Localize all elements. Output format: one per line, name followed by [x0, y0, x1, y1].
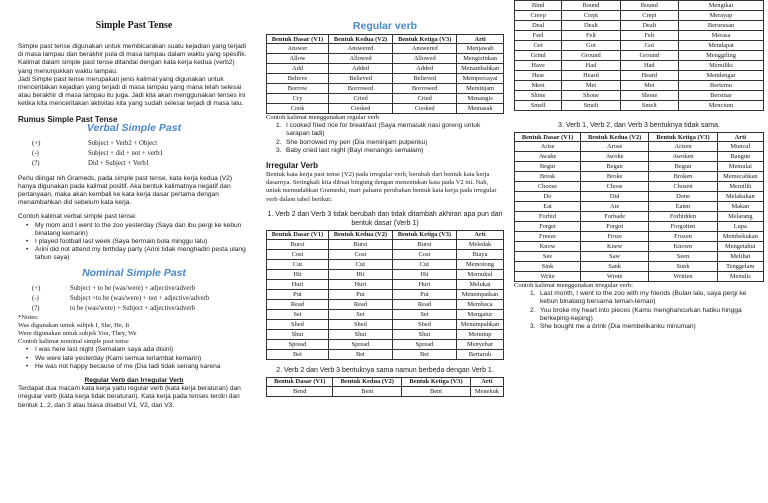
table-cell: Cooked [393, 104, 457, 114]
page-title: Simple Past Tense [95, 20, 173, 31]
table-cell: Ground [562, 51, 620, 61]
table-cell: Menambahkan [457, 64, 504, 74]
table-row [267, 54, 504, 64]
table-cell: Hit [392, 269, 456, 279]
table-header: Arti [457, 35, 504, 44]
table-cell: Shut [267, 329, 329, 339]
table-cell: Bet [267, 349, 329, 359]
table-cell: Makan [717, 202, 763, 212]
table-row [515, 162, 764, 172]
column-middle [266, 20, 504, 397]
table-row [267, 249, 504, 259]
table-cell: Got [562, 41, 620, 51]
table-cell: Mengatur [456, 309, 503, 319]
table-row [515, 61, 764, 71]
table-header: Bentuk Dasar (V1) [267, 377, 333, 386]
table-row [515, 182, 764, 192]
table-cell: Know [515, 242, 581, 252]
table-cell: Believed [328, 74, 392, 84]
list-item: • Arini did not attend my birthday party (Arini tidak menghadiri pesta ulang tahun saya) [26, 246, 250, 262]
table-cell: Write [515, 272, 581, 282]
table-cell: Borrowed [328, 84, 392, 94]
table-cell: Mengikat [678, 1, 763, 11]
table-row [515, 81, 764, 91]
table-row [515, 262, 764, 272]
table-row [267, 269, 504, 279]
table-cell: Set [267, 309, 329, 319]
table-cell: Believe [267, 74, 329, 84]
table-cell: Heard [620, 71, 678, 81]
table-cell: Shed [267, 319, 329, 329]
table-cell: Freeze [515, 232, 581, 242]
table-row [267, 239, 504, 249]
table-row [515, 222, 764, 232]
table-cell: Broken [649, 172, 717, 182]
table-row [267, 289, 504, 299]
irregular-table-1 [266, 230, 504, 360]
verbal-example-label: Contoh kalimat verbal simple past tense: [18, 213, 137, 221]
table-cell: Merayap [678, 11, 763, 21]
table-cell: Answered [328, 44, 392, 54]
table-header: Arti [717, 133, 763, 142]
list-item: • My mom and I went to the zoo yesterday (Saya dan ibu pergi ke kebun binatang kemarin) [26, 222, 250, 238]
table-row [515, 41, 764, 51]
table-cell: Borrow [267, 84, 329, 94]
table-cell: Froze [581, 232, 649, 242]
table-cell: Memasak [457, 104, 504, 114]
table-cell: Added [393, 64, 457, 74]
table-cell: Crept [620, 11, 678, 21]
table-cell: Berurusan [678, 21, 763, 31]
table-cell: Cried [393, 94, 457, 104]
table-cell: Eaten [649, 202, 717, 212]
table-cell: Hit [328, 269, 392, 279]
irregular-example-label: Contoh kalimat menggunakan irregular verb: [514, 282, 634, 289]
table-cell: Bet [328, 349, 392, 359]
table-cell: Written [649, 272, 717, 282]
table-cell: Eat [515, 202, 581, 212]
table-cell: Break [515, 172, 581, 182]
table-header: Arti [456, 230, 503, 239]
table-cell: Meet [515, 81, 562, 91]
table-row [267, 64, 504, 74]
table-cell: Shone [620, 91, 678, 101]
table-cell: Heard [562, 71, 620, 81]
table-row [267, 309, 504, 319]
table-cell: Menumpahkan [456, 319, 503, 329]
regular-example-label: Contoh kalimat menggunakan regular verb [266, 114, 380, 121]
table-cell: Believed [393, 74, 457, 84]
table-cell: Burst [267, 239, 329, 249]
formula-row: (?) Did + Subject + Verb1 [32, 159, 150, 167]
table-cell: Cost [328, 249, 392, 259]
table-cell: Wrote [581, 272, 649, 282]
table-cell: Bersinar [678, 91, 763, 101]
table-cell: Did [581, 192, 649, 202]
table-cell: Burst [392, 239, 456, 249]
table-row [267, 339, 504, 349]
table-cell: Begin [515, 162, 581, 172]
table-cell: Shed [328, 319, 392, 329]
table-cell: Bangun [717, 152, 763, 162]
table-cell: Mengizinkan [457, 54, 504, 64]
formula-row: (?) to be (was/were) + Subject + adjective/adverb [32, 304, 196, 312]
intro-paragraph-2: Jadi Simple past tense merupakan jenis kalimat yang digunakan untuk menceritakan kejadian yang terjadi di masa lampau yang mana telah selesai atau berakhir di masa lampau itu juga. Jadi kita akan menggunakan tenses ini ketika kita menceritakan aktivitas kita yang sudah selesai terjadi di masa lalu. [18, 75, 246, 108]
table-cell: Bound [620, 1, 678, 11]
formula-heading: Rumus Simple Past Tense [18, 114, 118, 124]
table-cell: Smelt [562, 101, 620, 111]
table-cell: Bound [562, 1, 620, 11]
table-cell: Dealt [620, 21, 678, 31]
table-cell: Mempercayai [457, 74, 504, 84]
table-header: Bentuk Ketiga (V3) [392, 230, 456, 239]
table-cell: Got [620, 41, 678, 51]
table-cell: Cry [267, 94, 329, 104]
table-cell: Shed [392, 319, 456, 329]
table-cell: Forbid [515, 212, 581, 222]
table-cell: Spread [392, 339, 456, 349]
table-cell: Cost [267, 249, 329, 259]
table-cell: Felt [620, 31, 678, 41]
table-cell: Arise [515, 142, 581, 152]
table-cell: Began [581, 162, 649, 172]
table-cell: Cost [392, 249, 456, 259]
list-item: 2. You broke my heart into pieces (Kamu menghancurkan hatiku hingga berkeping-keping) [530, 306, 742, 322]
table-header: Bentuk Kedua (V2) [328, 230, 392, 239]
list-item: 3. Baby cried last night (Bayi menangis semalam) [276, 146, 424, 154]
table-cell: Sank [581, 262, 649, 272]
table-row [267, 104, 504, 114]
table-cell: Mendengar [678, 71, 763, 81]
table-row [515, 202, 764, 212]
table-row [515, 21, 764, 31]
table-cell: Knew [581, 242, 649, 252]
table-row [515, 252, 764, 262]
table-row [515, 152, 764, 162]
table-row [267, 299, 504, 309]
table-cell: Hurt [328, 279, 392, 289]
table-cell: Burst [328, 239, 392, 249]
table-cell: Felt [562, 31, 620, 41]
table-cell: Read [267, 299, 329, 309]
table-cell: Tenggelam [717, 262, 763, 272]
table-cell: Choose [515, 182, 581, 192]
list-item: • We were late yesterday (Kami semua terlambat kemarin) [26, 355, 250, 363]
table-header: Bentuk Ketiga (V3) [649, 133, 717, 142]
table-cell: Answer [267, 44, 329, 54]
table-cell: Mengetahui [717, 242, 763, 252]
table-cell: Bind [515, 1, 562, 11]
table-cell: Meledak [456, 239, 503, 249]
table-cell: Ground [620, 51, 678, 61]
list-item: 1. Last month, I went to the zoo with my friends (Bulan lalu, saya pergi ke kebun binatang bersama teman-teman) [530, 290, 747, 306]
section2-heading: 2. Verb 2 dan Verb 3 bentuknya sama namun berbeda dengan Verb 1. [276, 366, 494, 374]
table-cell: Read [328, 299, 392, 309]
list-item: 2. She borrowed my pen (Dia meminjam pulpenku) [276, 138, 428, 146]
table-cell: Cut [267, 259, 329, 269]
table-cell: Arose [581, 142, 649, 152]
table-cell: Met [562, 81, 620, 91]
table-cell: Seen [649, 252, 717, 262]
table-cell: Cut [392, 259, 456, 269]
table-cell: Memilih [717, 182, 763, 192]
section1-heading: 1. Verb 2 dan Verb 3 tidak berubah dan tidak ditambah akhiran apa pun dari bentuk dasar (Verb 1) [267, 210, 503, 227]
table-cell: Feel [515, 31, 562, 41]
note-was: Was digunakan untuk subjek I, She, He, It [18, 321, 130, 329]
table-cell: Hurt [392, 279, 456, 289]
table-header-row [267, 377, 504, 386]
table-header: Bentuk Kedua (V2) [328, 35, 392, 44]
nominal-example-list [26, 346, 250, 371]
table-cell: See [515, 252, 581, 262]
table-row [267, 94, 504, 104]
table-row [515, 232, 764, 242]
nominal-formula-list [18, 284, 250, 314]
table-cell: Forgotten [649, 222, 717, 232]
table-cell: Cried [328, 94, 392, 104]
table-cell: Chose [581, 182, 649, 192]
table-cell: Awoke [581, 152, 649, 162]
table-cell: Borrowed [393, 84, 457, 94]
table-row [515, 101, 764, 111]
table-row [267, 84, 504, 94]
table-cell: Membekukan [717, 232, 763, 242]
table-cell: Menekuk [470, 386, 503, 396]
table-cell: Awake [515, 152, 581, 162]
irregular-paragraph: Bentuk kata kerja past tense (V2) pada irregular verb, berubah dari bentuk kata kerja dasarnya. Seringkali kita dibuat bingung dengan menentukan kata pada V2 ini. Nah, untuk memudahkan Gramedsi, mari pahami perubahan bentuk kata kerja pada irregular verb dalam tabel berikut: [266, 171, 497, 203]
table-cell: Menggiling [678, 51, 763, 61]
table-cell: Put [267, 289, 329, 299]
column-right [514, 0, 764, 331]
table-cell: Get [515, 41, 562, 51]
formula-row: (+) Subject + Verb2 + Object [32, 139, 158, 147]
table-row [515, 192, 764, 202]
table-cell: Sunk [649, 262, 717, 272]
table-cell: Lupa [717, 222, 763, 232]
table-row [267, 329, 504, 339]
verbal-example-list [26, 222, 250, 263]
table-cell: Melukai [456, 279, 503, 289]
table-cell: Membaca [456, 299, 503, 309]
formula-row: (+) Subject + to be (was/were) + adjective/adverb [32, 284, 196, 292]
table-row [515, 142, 764, 152]
table-cell: Forgot [581, 222, 649, 232]
table-row [267, 349, 504, 359]
table-cell: Melarang [717, 212, 763, 222]
table-cell: Memecahkan [717, 172, 763, 182]
notes-label: *Notes: [18, 313, 39, 321]
irregular-table-2-continued [514, 0, 764, 111]
irregular-table-2 [266, 377, 504, 397]
table-cell: Memotong [456, 259, 503, 269]
table-cell: Read [392, 299, 456, 309]
table-cell: Meminjam [457, 84, 504, 94]
table-cell: Forbade [581, 212, 649, 222]
table-row [515, 242, 764, 252]
table-row [515, 91, 764, 101]
table-row [515, 31, 764, 41]
table-cell: Biaya [456, 249, 503, 259]
table-cell: Menjawab [457, 44, 504, 54]
table-row [267, 44, 504, 54]
column-left [18, 20, 250, 410]
table-row [267, 319, 504, 329]
table-cell: Bet [392, 349, 456, 359]
table-header: Arti [470, 377, 503, 386]
table-row [267, 74, 504, 84]
table-cell: Forget [515, 222, 581, 232]
table-cell: Answered [393, 44, 457, 54]
table-cell: Deal [515, 21, 562, 31]
table-cell: Shut [392, 329, 456, 339]
nominal-heading: Nominal Simple Past [82, 266, 186, 279]
table-cell: Broke [581, 172, 649, 182]
table-header: Bentuk Kedua (V2) [333, 377, 402, 386]
section3-heading: 3. Verb 1, Verb 2, dan Verb 3 bentuknya tidak sama. [558, 122, 720, 129]
note-were: Were digunakan untuk subjek You, They, We [18, 330, 137, 338]
formula-row: (-) Subject + did + not + verb1 [32, 149, 163, 157]
table-cell: Sink [515, 262, 581, 272]
table-cell: Allow [267, 54, 329, 64]
formula-row: (-) Subject +to be (was/were) + not + adjective/adverb [32, 294, 210, 302]
table-cell: Have [515, 61, 562, 71]
table-header: Bentuk Ketiga (V3) [402, 377, 471, 386]
table-cell: Muncul [717, 142, 763, 152]
table-cell: Hit [267, 269, 329, 279]
table-row [515, 1, 764, 11]
table-cell: Shut [328, 329, 392, 339]
table-cell: Do [515, 192, 581, 202]
table-cell: Chosen [649, 182, 717, 192]
table-cell: Ate [581, 202, 649, 212]
table-cell: Bent [402, 386, 471, 396]
table-header: Bentuk Dasar (V1) [515, 133, 581, 142]
rv-heading: Regular Verb dan Irregular Verb [84, 377, 184, 385]
table-cell: Smelt [620, 101, 678, 111]
table-cell: Spread [267, 339, 329, 349]
table-cell: Awoken [649, 152, 717, 162]
table-cell: Add [267, 64, 329, 74]
table-cell: Dealt [562, 21, 620, 31]
regular-verb-heading: Regular verb [352, 20, 418, 32]
table-cell: Melakukan [717, 192, 763, 202]
table-cell: Known [649, 242, 717, 252]
regular-verb-table [266, 34, 504, 114]
table-cell: Set [392, 309, 456, 319]
verbal-formula-list [18, 139, 250, 169]
table-cell: Creep [515, 11, 562, 21]
table-cell: Saw [581, 252, 649, 262]
irregular-example-list [530, 290, 764, 331]
table-row [515, 11, 764, 21]
table-cell: Menyebar [456, 339, 503, 349]
table-header: Bentuk Kedua (V2) [581, 133, 649, 142]
list-item: • I was here last night (Semalam saya ada disini) [26, 346, 250, 354]
table-cell: Done [649, 192, 717, 202]
table-cell: Merasa [678, 31, 763, 41]
table-cell: Bertemu [678, 81, 763, 91]
table-cell: Hurt [267, 279, 329, 289]
verbal-heading: Verbal Simple Past [86, 121, 182, 134]
table-row [515, 71, 764, 81]
table-cell: Allowed [393, 54, 457, 64]
regular-example-list [276, 122, 504, 155]
table-cell: Menempatkan [456, 289, 503, 299]
table-cell: Arisen [649, 142, 717, 152]
table-cell: Put [328, 289, 392, 299]
list-item: 3. She bought me a drink (Dia membelikanku minuman) [530, 323, 696, 331]
table-cell: Shine [515, 91, 562, 101]
table-row [515, 51, 764, 61]
table-header: Bentuk Dasar (V1) [267, 230, 329, 239]
list-item: 1. I cooked fried rice for breakfast (Saya memasak nasi goreng untuk sarapan tadi) [276, 122, 481, 138]
table-cell: Had [620, 61, 678, 71]
table-cell: Memukul [456, 269, 503, 279]
table-cell: Grind [515, 51, 562, 61]
rv-paragraph: Terdapat dua macam kata kerja yaitu regular verb (kata kerja beraturan) dan irregular verb (kata kerja tidak beraturan). Kata kerja pada tenses terdiri dari bentuk 1, 2, dan 3 atau biasa disebut V1, V2, dan V3. [18, 385, 241, 409]
table-cell: Spread [328, 339, 392, 349]
table-cell: Menangis [457, 94, 504, 104]
table-cell: Cook [267, 104, 329, 114]
table-header: Bentuk Ketiga (V3) [393, 35, 457, 44]
table-cell: Crept [562, 11, 620, 21]
nominal-example-label: Contoh kalimat nominal simple past tense [18, 338, 129, 346]
table-cell: Mendapat [678, 41, 763, 51]
table-cell: Hear [515, 71, 562, 81]
table-row [267, 279, 504, 289]
irregular-verb-heading: Irregular Verb [266, 161, 319, 171]
table-cell: Mencium [678, 101, 763, 111]
table-row [515, 272, 764, 282]
table-cell: Put [392, 289, 456, 299]
table-cell: Shone [562, 91, 620, 101]
table-cell: Added [328, 64, 392, 74]
list-item: • I played football last week (Saya bermain bola minggu lalu) [26, 238, 250, 246]
irregular-table-3 [514, 132, 764, 282]
table-cell: Cooked [328, 104, 392, 114]
table-cell: Memiliki [678, 61, 763, 71]
table-row [515, 212, 764, 222]
table-cell: Bend [267, 386, 333, 396]
table-header-row [267, 230, 504, 239]
table-header-row [267, 35, 504, 44]
table-cell: Bent [333, 386, 402, 396]
table-cell: Memulai [717, 162, 763, 172]
table-header: Bentuk Dasar (V1) [267, 35, 329, 44]
table-cell: Begun [649, 162, 717, 172]
table-cell: Menutup [456, 329, 503, 339]
intro-paragraph: Simple past tense digunakan untuk membicarakan suatu kejadian yang terjadi di masa lampau dan berakhir pula di masa lampau dalam waktu yang spesifik. Kalimat dalam simple past tense ditandai dengan kata kerja kedua (verb2) yang menunjukkan waktu lampau. [18, 43, 247, 75]
table-cell: Melihat [717, 252, 763, 262]
table-cell: Bertaruh [456, 349, 503, 359]
table-row [267, 259, 504, 269]
table-cell: Cut [328, 259, 392, 269]
table-cell: Allowed [328, 54, 392, 64]
table-cell: Menulis [717, 272, 763, 282]
list-item: • He was not happy because of me (Dia tadi tidak senang karena [26, 363, 250, 371]
table-cell: Set [328, 309, 392, 319]
table-row [515, 172, 764, 182]
table-cell: Smell [515, 101, 562, 111]
table-cell: Frozen [649, 232, 717, 242]
table-header-row [515, 133, 764, 142]
table-cell: Had [562, 61, 620, 71]
verbal-note: Perlu diingat nih Grameds, pada simple past tense, kata kerja kedua (V2) hanya digunakan pada kalimat positif. Aka bentuk kalimatnya negatif dan pertanyaan, maka akan kembali ke kata kerja dasar pertama dengan menambahkan did sebelum kata kerja. [18, 174, 233, 207]
table-cell: Met [620, 81, 678, 91]
table-cell: Forbidden [649, 212, 717, 222]
table-row [267, 386, 504, 396]
